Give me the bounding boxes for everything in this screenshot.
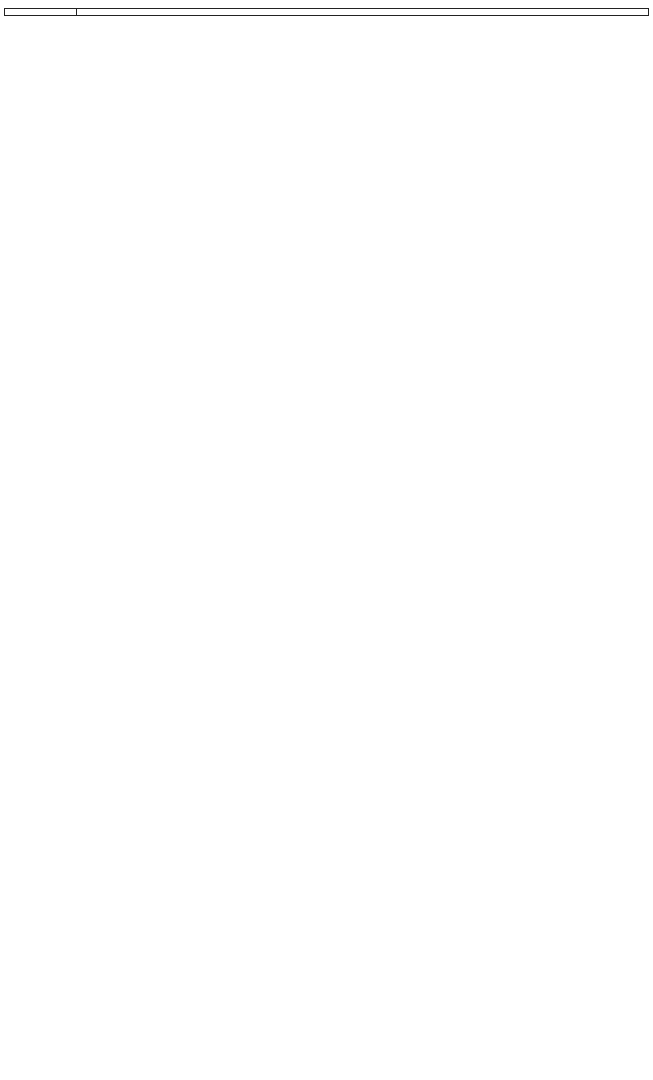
game-notes-page [4, 3, 649, 26]
pitching-notes-box [4, 8, 649, 16]
pitching-notes-stats [77, 9, 648, 15]
pitching-notes-label [5, 9, 77, 15]
